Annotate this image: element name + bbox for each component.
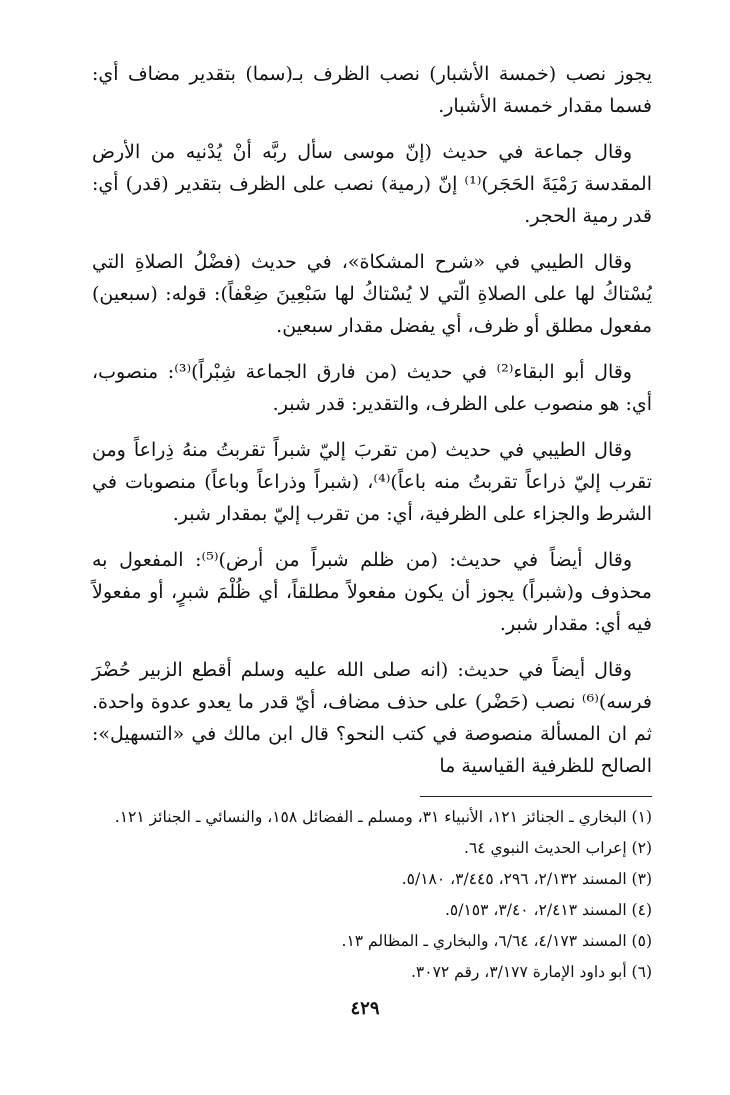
paragraph-7: وقال أيضاً في حديث: (انه صلى الله عليه وسلم أقطع الزبير حُضْرَ فرسه)⁽⁶⁾ نصب (حَضْر) على حذف مضاف، أيّ قدر ما يعدو عدوة واحدة. ثم ان المسألة منصوصة في كتب النحو؟ قال ابن مالك في «التسهيل»: الصالح للظرفية القياسية ما (92, 659, 652, 777)
paragraph-6: وقال أيضاً في حديث: (من ظلم شبراً من أرض)⁽⁵⁾: المفعول به محذوف و(شبراً) يجوز أن يكون مفعولاً مطلقاً، أي ظُلْمَ شبرٍ، أو مفعولاً فيه أي: مقدار شبر. (92, 549, 652, 635)
footnote-3: (٣) المسند ٢/١٣٢، ٢٩٦، ٣/٤٤٥، ٥/١٨٠. (401, 870, 652, 888)
paragraph-3: وقال الطيبي في «شرح المشكاة»، في حديث (فضْلُ الصلاةِ التي يُسْتاكُ لها على الصلاةِ الّتي لا يُسْتاكُ لها سَبْعِينَ ضِعْفاً): قوله: (سبعين) مفعول مطلق أو ظرف، أي يفضل مقدار سبعين. (92, 251, 652, 337)
paragraph-5: وقال الطيبي في حديث (من تقربَ إليّ شبراً تقربتُ منهُ ذِراعاً ومن تقرب إليّ ذراعاً تقربتُ منه باعاً)⁽⁴⁾، (شبراً وذراعاً وباعاً) منصوبات في الشرط والجزاء على الظرفية، أي: من تقرب إليّ بمقدار شبر. (92, 439, 653, 525)
page-number: ٤٢٩ (350, 998, 380, 1019)
paragraph-1: يجوز نصب (خمسة الأشبار) نصب الظرف بـ(سما) بتقدير مضاف أي: فسما مقدار خمسة الأشبار. (92, 63, 652, 117)
paragraph-4: وقال أبو البقاء⁽²⁾ في حديث (من فارق الجماعة شِبْراً)⁽³⁾: منصوب، أي: هو منصوب على الظرف، والتقدير: قدر شبر. (92, 361, 652, 415)
footnote-6: (٦) أبو داود الإمارة ٣/١٧٧، رقم ٣٠٧٢. (410, 963, 652, 981)
footnote-4: (٤) المسند ٢/٤١٣، ٣/٤٠، ٥/١٥٣. (444, 901, 652, 919)
footnote-divider (420, 796, 652, 797)
footnote-5: (٥) المسند ٤/١٧٣، ٦/٦٤، والبخاري ـ المظالم ١٣. (341, 932, 652, 950)
paragraph-2: وقال جماعة في حديث (إنّ موسى سأل ربَّه أنْ يُدْنيه من الأرض المقدسة رَمْيَةَ الحَجَر)⁽¹⁾ إنّ (رمية) نصب على الظرف بتقدير (قدر) أي: قدر رمية الحجر. (92, 141, 652, 227)
main-text (92, 58, 652, 796)
footnotes (92, 802, 652, 988)
footnote-2: (٢) إعراب الحديث النبوي ٦٤. (464, 839, 652, 857)
footnote-1: (١) البخاري ـ الجنائز ١٢١، الأنبياء ٣١، ومسلم ـ الفضائل ١٥٨، والنسائي ـ الجنائز ١٢١. (114, 808, 652, 826)
